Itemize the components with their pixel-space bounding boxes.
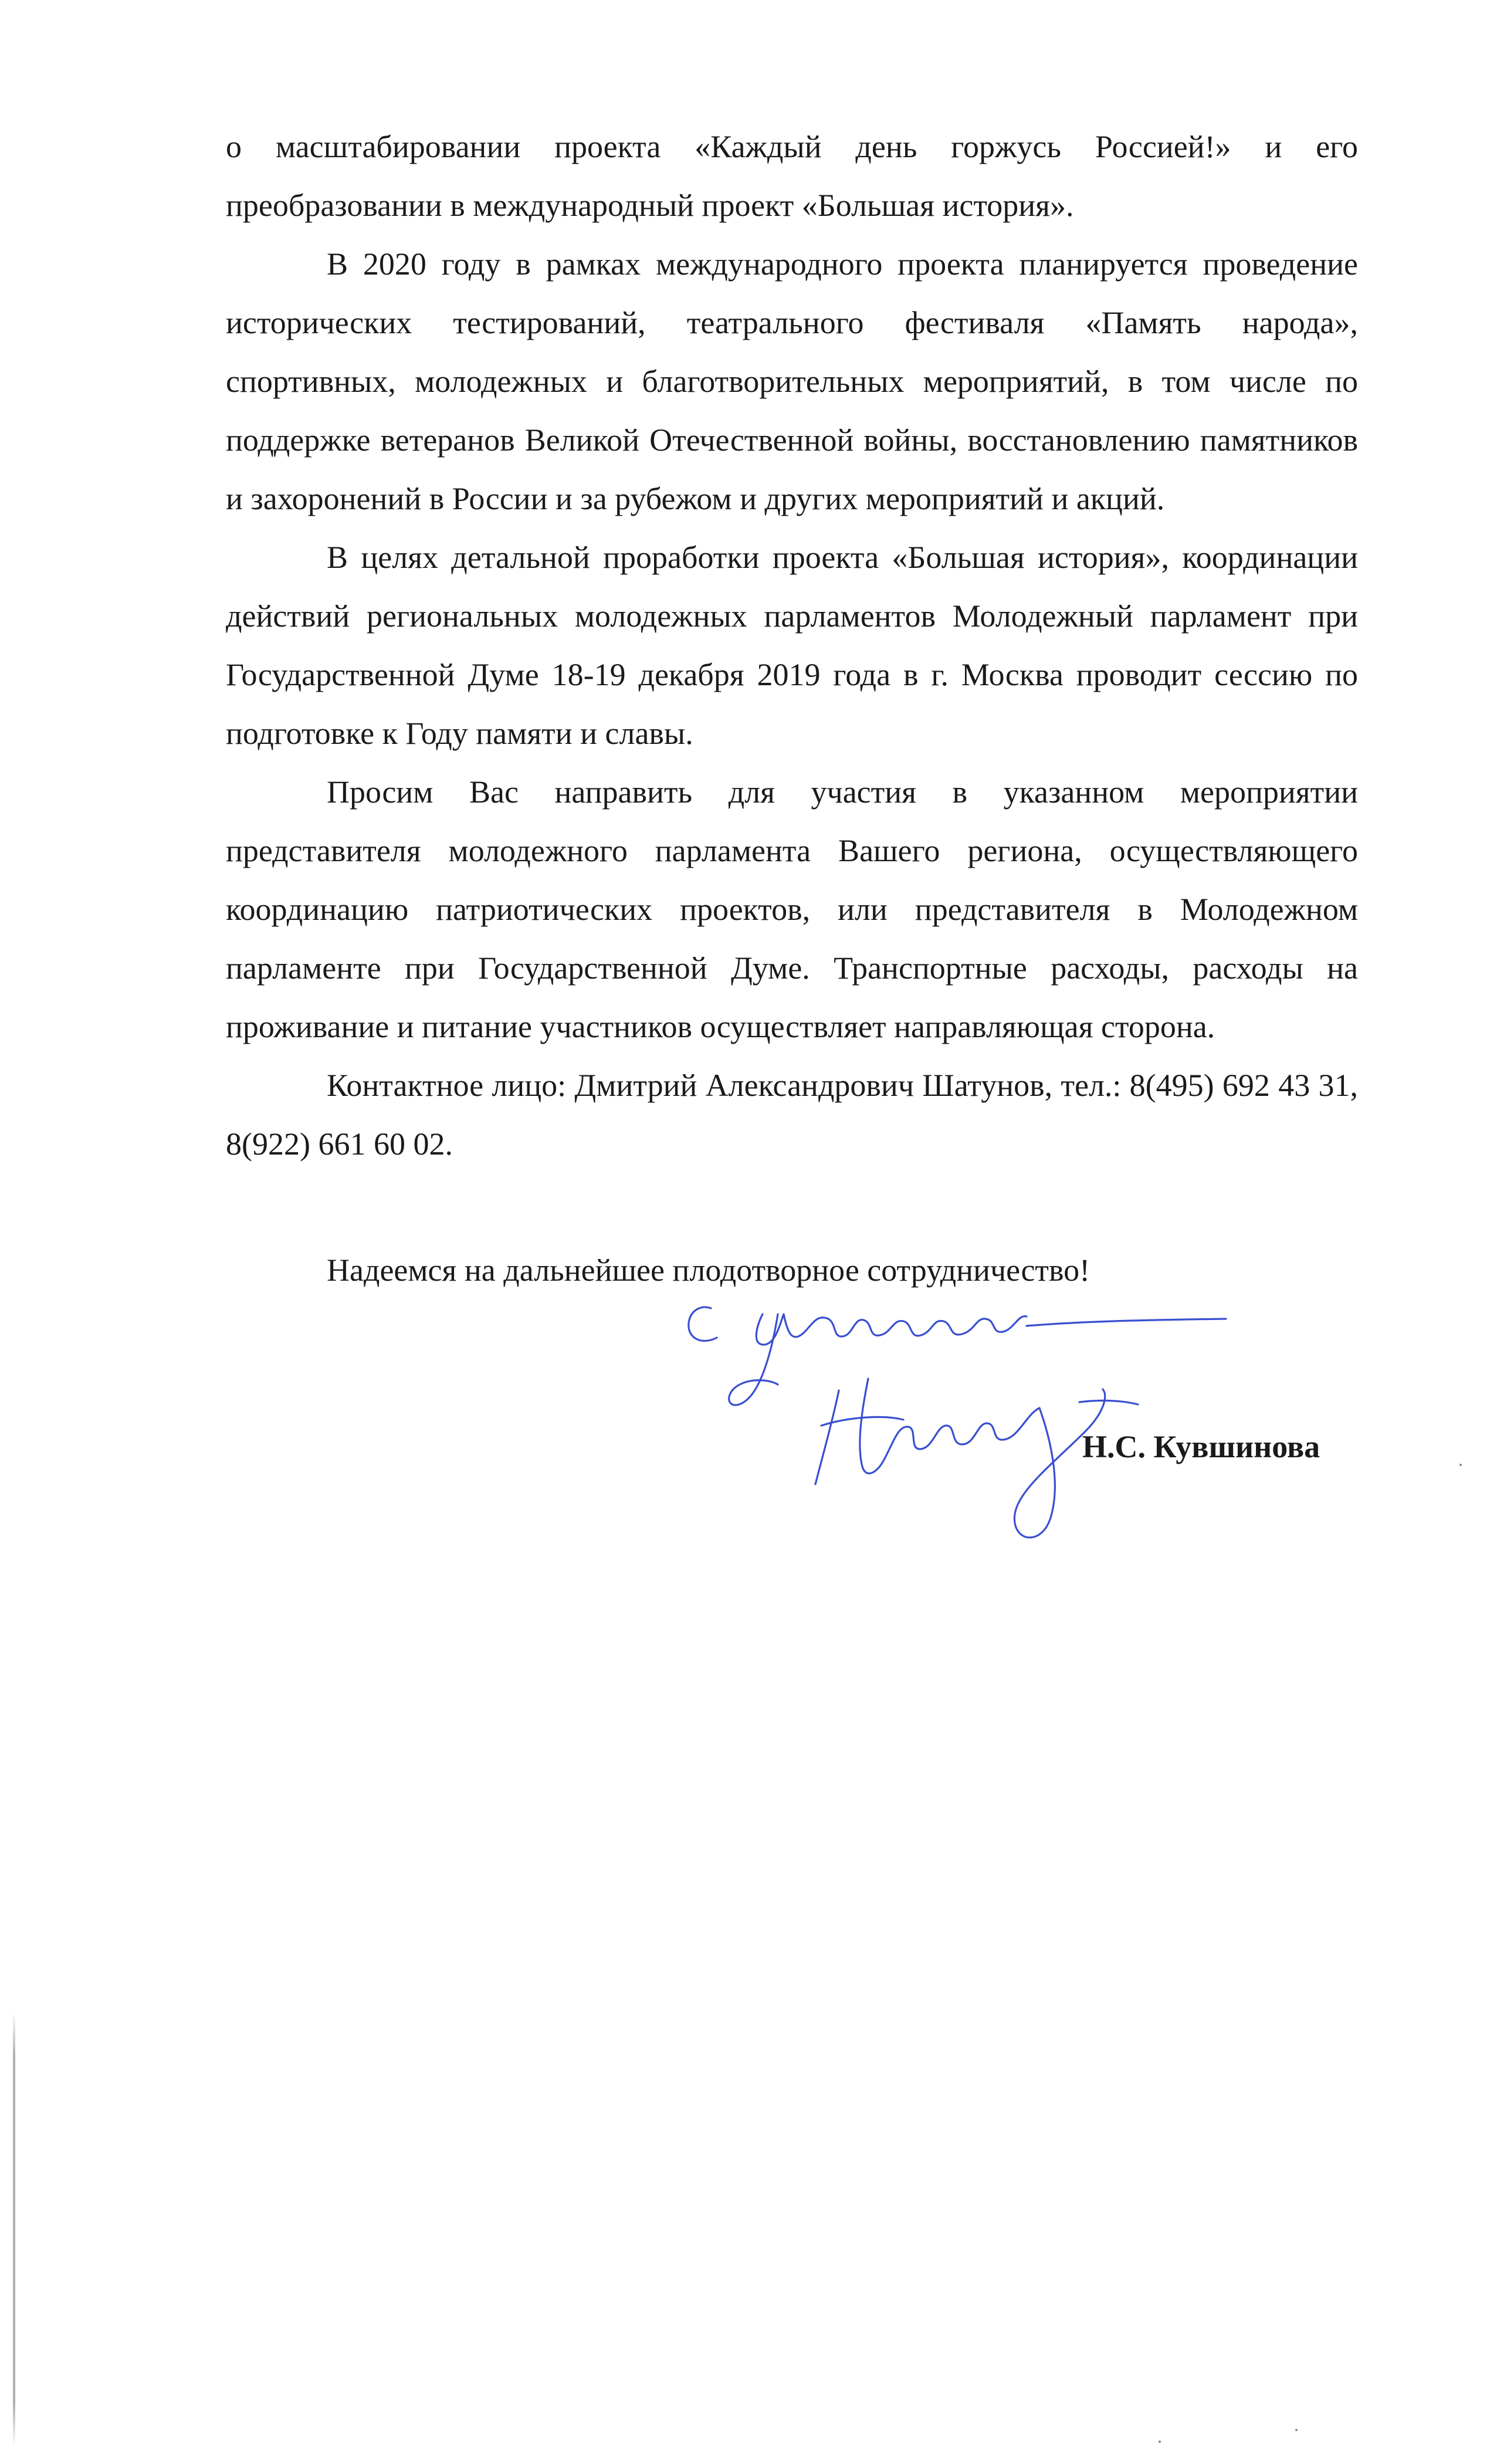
scan-edge-shadow	[13, 2012, 15, 2446]
paragraph-5-contact: Контактное лицо: Дмитрий Александрович Шатунов, тел.: 8(495) 692 43 31, 8(922) 661 60 02.	[226, 1068, 1358, 1162]
scan-speck	[1295, 2429, 1298, 2431]
closing-line: Надеемся на дальнейшее плодотворное сотрудничество!	[327, 1253, 1090, 1288]
signatory-name: Н.С. Кувшинова	[1082, 1429, 1320, 1464]
paragraph-2: В 2020 году в рамках международного проекта планируется проведение исторических тестирований, театрального фестиваля «Память народа», спортивных, молодежных и благотворительных мероприятий, в том числе по поддержке ветеранов Великой Отечественной войны, восстановлению памятников и захоронений в России и за рубежом и других мероприятий и акций.	[226, 246, 1358, 516]
letter-body	[226, 117, 1358, 1173]
handwritten-signature	[675, 1291, 1261, 1561]
scan-speck	[1159, 2441, 1161, 2443]
paragraph-3: В целях детальной проработки проекта «Большая история», координации действий региональных молодежных парламентов Молодежный парламент при Государственной Думе 18-19 декабря 2019 года в г. Москва проводит сессию по подготовке к Году памяти и славы.	[226, 540, 1358, 751]
paragraph-4: Просим Вас направить для участия в указанном мероприятии представителя молодежного парламента Вашего региона, осуществляющего координацию патриотических проектов, или представителя в Молодежном парламенте при Государственной Думе. Транспортные расходы, расходы на проживание и питание участников осуществляет направляющая сторона.	[226, 774, 1358, 1044]
paragraph-1: о масштабировании проекта «Каждый день горжусь Россией!» и его преобразовании в международный проект «Большая история».	[226, 129, 1358, 223]
scan-speck	[1459, 1464, 1462, 1466]
